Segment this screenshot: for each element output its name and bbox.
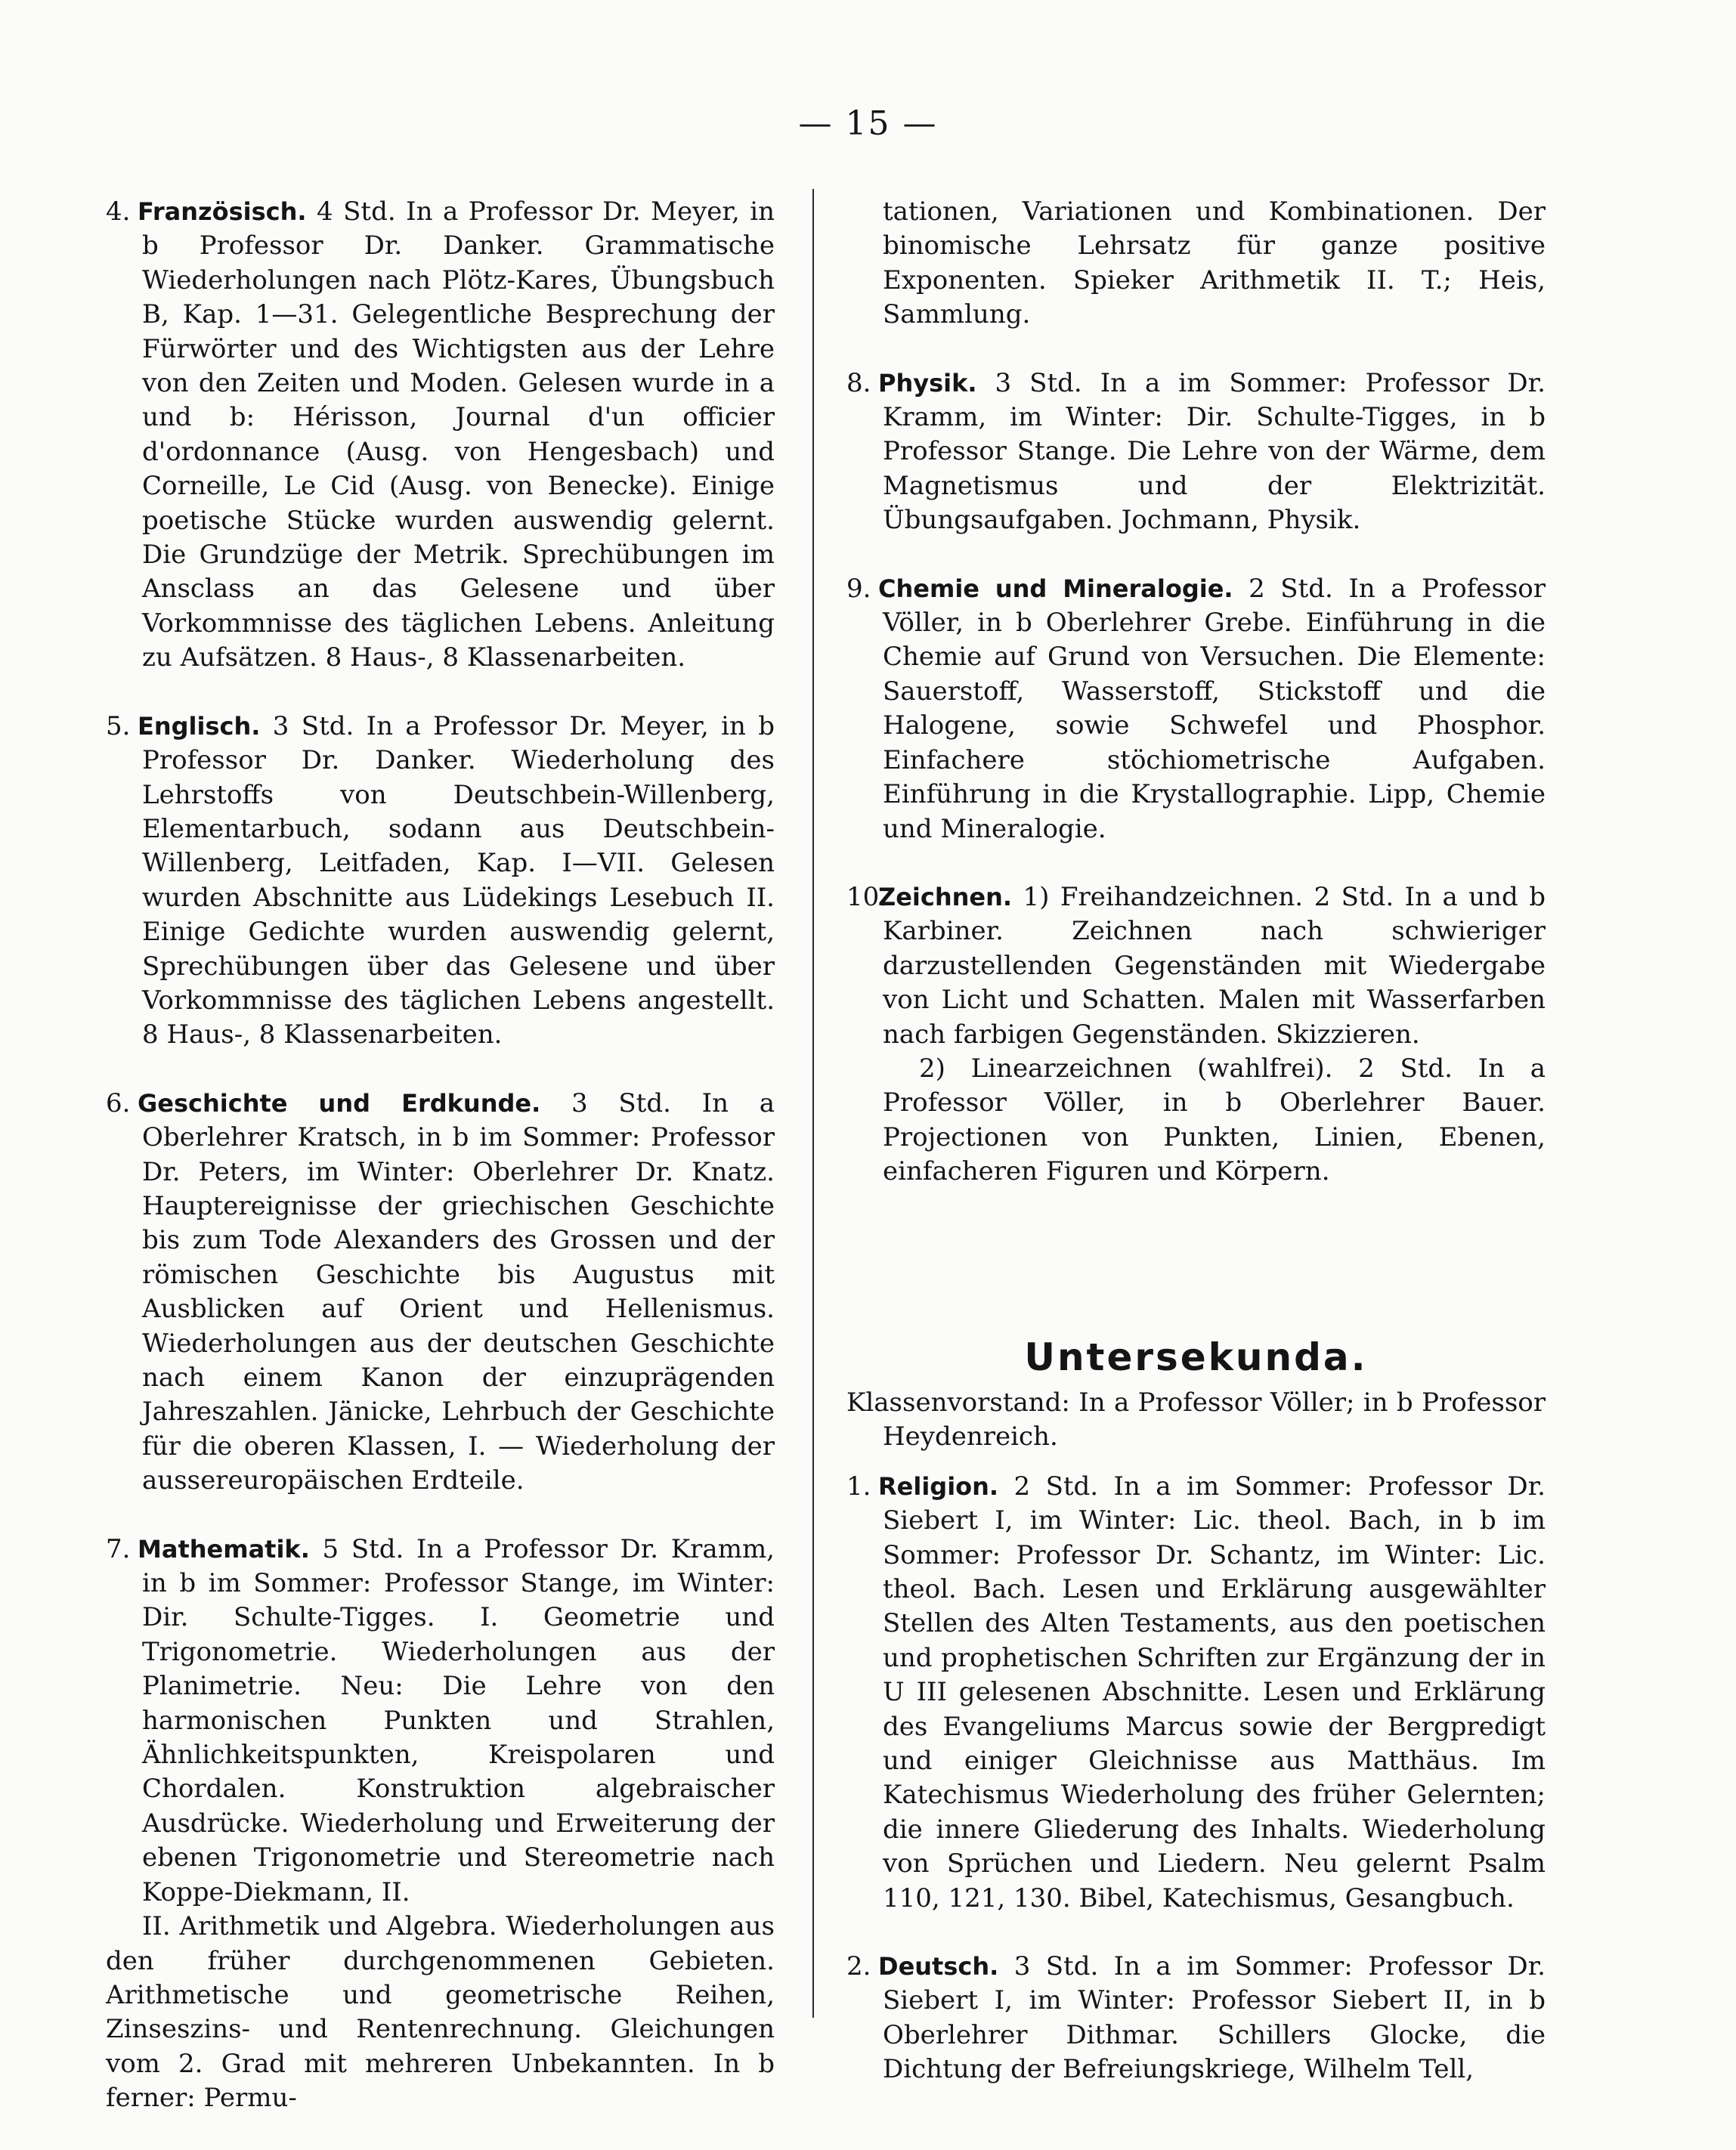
entry-subject: Englisch. [138, 711, 261, 741]
entry-subject: Deutsch. [878, 1952, 999, 1981]
entry-number: 9. [846, 573, 871, 604]
entry-chemie [846, 572, 1546, 846]
entry-subject: Zeichnen. [878, 882, 1013, 911]
entry-subject: Physik. [878, 368, 977, 398]
entry-number: 4. [106, 196, 131, 227]
entry-geschichte [106, 1087, 775, 1499]
entry-subject: Chemie und Mineralogie. [878, 574, 1233, 603]
left-column [106, 195, 775, 2150]
entry-number: 8. [846, 367, 871, 398]
entry-englisch [106, 710, 775, 1053]
entry-religion [846, 1470, 1546, 1916]
entry-physik [846, 367, 1546, 538]
continued-text: tationen, Variationen und Kombinationen. Der binomische Lehrsatz für ganze positive Exponenten. Spieker Arithmetik II. T.; Heis, Sammlung. [883, 196, 1546, 330]
entry-text: 2 Std. In a im Sommer: Professor Dr. Siebert I, im Winter: Lic. theol. Bach, in b im Sommer: Professor Dr. Schantz, im Winter: Lic. theol. Bach. Lesen und Erklärung ausgewählter Stellen des Alten Testaments, aus den poetischen und prophetischen Schriften zur Ergänzung der in U III gelesenen Abschnitte. Lesen und Erklärung des Evangeliums Marcus sowie der Bergpredigt und einiger Gleichnisse aus Matthäus. Im Katechismus Wiederholung des früher Gelernten; die innere Gliederung des Inhalts. Wiederholung von Sprüchen und Liedern. Neu gelernt Psalm 110, 121, 130. Bibel, Katechismus, Gesangbuch. [883, 1471, 1546, 1913]
entry-text: 3 Std. In a im Sommer: Professor Dr. Kramm, im Winter: Dir. Schulte-Tigges, in b Professor Stange. Die Lehre von der Wärme, dem Magnetismus und der Elektrizität. Übungsaufgaben. Jochmann, Physik. [883, 367, 1546, 536]
entry-text: 1) Freihandzeichnen. 2 Std. In a und b Karbiner. Zeichnen nach schwieriger darzustellenden Gegenständen mit Wiedergabe von Licht und Schatten. Malen mit Wasserfarben nach farbigen Gegenständen. Skizzieren. [883, 881, 1546, 1050]
entry-number: 6. [106, 1087, 131, 1118]
page-number: — 15 — [798, 104, 938, 143]
entry-zeichnen [846, 880, 1546, 1052]
entry-number: 1. [846, 1471, 871, 1502]
entry-mathematik [106, 1533, 775, 1910]
entry-text: 3 Std. In a im Sommer: Professor Dr. Siebert I, im Winter: Professor Siebert II, in b Oberlehrer Dithmar. Schillers Glocke, die Dichtung der Befreiungskriege, Wilhelm Tell, [883, 1951, 1546, 2085]
right-column [846, 195, 1546, 2121]
klassenvorstand: Klassenvorstand: In a Professor Völler; in b Professor Heydenreich. [846, 1387, 1546, 1452]
paragraph-arithmetik: II. Arithmetik und Algebra. Wiederholungen aus den früher durchgenommenen Gebieten. Arithmetische und geometrische Reihen, Zinseszins- und Rentenrechnung. Gleichungen vom 2. Grad mit mehreren Unbekannten. In b ferner: Permu- [106, 1911, 775, 2114]
entry-subject: Mathematik. [138, 1534, 310, 1564]
entry-deutsch [846, 1950, 1546, 2087]
section-title: Untersekunda. [1024, 1335, 1368, 1379]
entry-number: 5. [106, 710, 131, 741]
entry-subject: Französisch. [138, 197, 307, 226]
entry-subject: Geschichte und Erdkunde. [138, 1088, 541, 1118]
entry-text: 5 Std. In a Professor Dr. Kramm, in b im Sommer: Professor Stange, im Winter: Dir. Schulte-Tigges. I. Geometrie und Trigonometrie. Wiederholungen aus der Planimetrie. Neu: Die Lehre von den harmonischen Punkten und Strahlen, Ähnlichkeitspunkten, Kreispolaren und Chordalen. Konstruktion algebraischer Ausdrücke. Wiederholung und Erweiterung der ebenen Trigonometrie und Stereometrie nach Koppe-Diekmann, II. [142, 1533, 775, 1907]
entry-subject: Religion. [878, 1471, 999, 1501]
paragraph-linearzeichnen: 2) Linearzeichnen (wahlfrei). 2 Std. In a Professor Völler, in b Oberlehrer Bauer. Projectionen von Punkten, Linien, Ebenen, einfacheren Figuren und Körpern. [883, 1053, 1546, 1187]
entry-text: 4 Std. In a Professor Dr. Meyer, in b Professor Dr. Danker. Grammatische Wiederholungen nach Plötz-Kares, Übungsbuch B, Kap. 1—31. Gelegentliche Besprechung der Fürwörter und des Wichtigsten aus der Lehre von den Zeiten und Moden. Gelesen wurde in a und b: Hérisson, Journal d'un officier d'ordonnance (Ausg. von Hengesbach) und Corneille, Le Cid (Ausg. von Benecke). Einige poetische Stücke wurden auswendig gelernt. Die Grundzüge der Metrik. Sprechübungen im Ansclass an das Gelesene und über Vorkommnisse des täglichen Lebens. Anleitung zu Aufsätzen. 8 Haus-, 8 Klassenarbeiten. [142, 196, 775, 673]
entry-number: 2. [846, 1951, 871, 1982]
column-divider [812, 189, 814, 2018]
entry-franzoesisch [106, 195, 775, 676]
entry-number: 7. [106, 1533, 131, 1564]
entry-text: 2 Std. In a Professor Völler, in b Oberlehrer Grebe. Einführung in die Chemie auf Grund von Versuchen. Die Elemente: Sauerstoff, Wasserstoff, Stickstoff und die Halogene, sowie Schwefel und Phosphor. Einfachere stöchiometrische Aufgaben. Einführung in die Krystallographie. Lipp, Chemie und Mineralogie. [883, 573, 1546, 844]
entry-number: 10. [846, 881, 888, 912]
entry-text: 3 Std. In a Professor Dr. Meyer, in b Professor Dr. Danker. Wiederholung des Lehrstoffs von Deutschbein-Willenberg, Elementarbuch, sodann aus Deutschbein-Willenberg, Leitfaden, Kap. I—VII. Gelesen wurden Abschnitte aus Lüdekings Lesebuch II. Einige Gedichte wurden auswendig gelernt, Sprechübungen über das Gelesene und über Vorkommnisse des täglichen Lebens angestellt. 8 Haus-, 8 Klassenarbeiten. [142, 710, 775, 1050]
entry-text: 3 Std. In a Oberlehrer Kratsch, in b im Sommer: Professor Dr. Peters, im Winter: Oberlehrer Dr. Knatz. Hauptereignisse der griechischen Geschichte bis zum Tode Alexanders des Grossen und der römischen Geschichte bis Augustus mit Ausblicken auf Orient und Hellenismus. Wiederholungen aus der deutschen Geschichte nach einem Kanon der einzuprägenden Jahreszahlen. Jänicke, Lehrbuch der Geschichte für die oberen Klassen, I. — Wiederholung der aussereuropäischen Erdteile. [142, 1087, 775, 1496]
